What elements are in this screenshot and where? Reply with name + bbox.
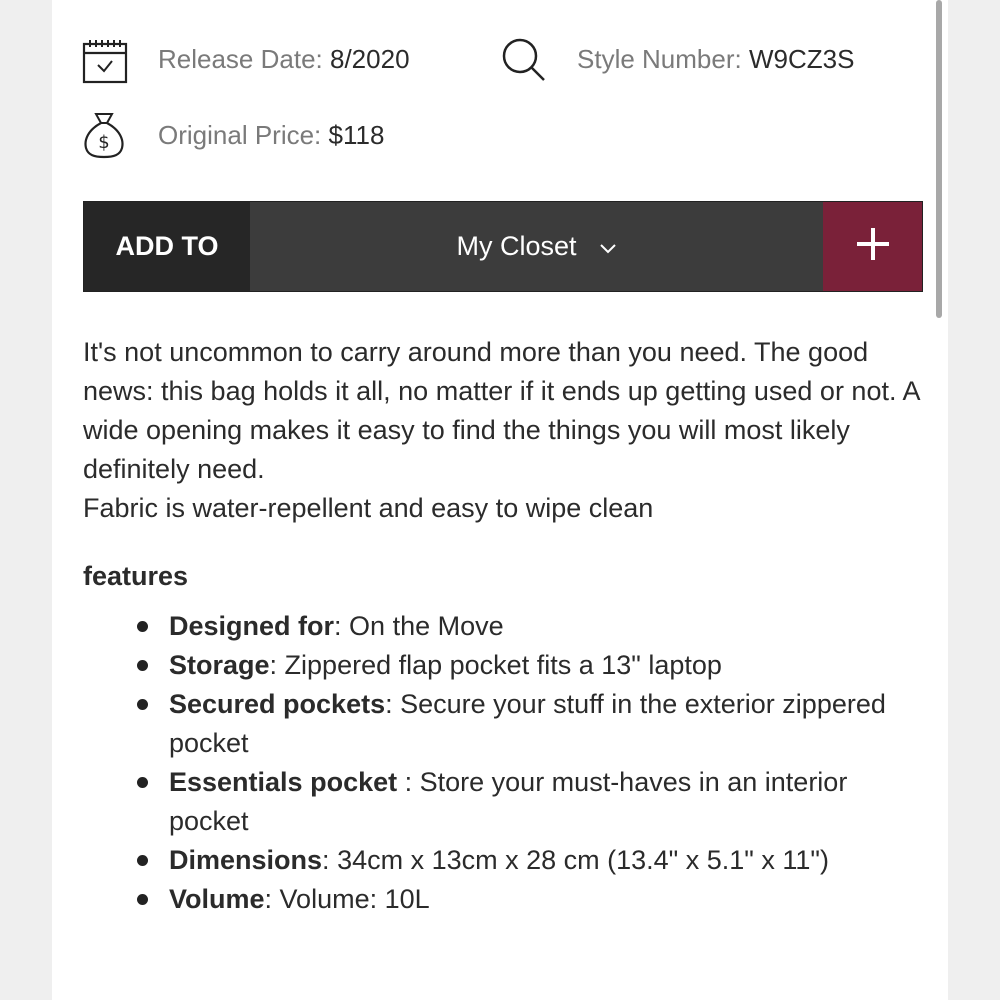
feature-text: 34cm x 13cm x 28 cm (13.4" x 5.1" x 11") bbox=[337, 845, 829, 875]
bullet-icon bbox=[137, 894, 148, 905]
feature-separator: : bbox=[404, 767, 420, 797]
feature-separator: : bbox=[264, 884, 280, 914]
feature-separator: : bbox=[269, 650, 285, 680]
add-to-closet-button[interactable] bbox=[823, 202, 922, 291]
release-date-value: 8/2020 bbox=[330, 44, 410, 74]
add-to-label: ADD TO bbox=[84, 202, 250, 291]
feature-text: Store your must-haves in an interior pocket bbox=[169, 767, 848, 836]
feature-label: Dimensions bbox=[169, 845, 323, 875]
features-heading: features bbox=[83, 561, 189, 591]
feature-separator: : bbox=[334, 611, 350, 641]
money-bag-icon bbox=[82, 110, 126, 165]
closet-select-value: My Closet bbox=[456, 231, 577, 261]
feature-label: Designed for bbox=[169, 611, 335, 641]
style-number-value: W9CZ3S bbox=[748, 44, 855, 74]
bullet-icon bbox=[137, 855, 148, 866]
feature-text: Zippered flap pocket fits a 13" laptop bbox=[284, 650, 722, 680]
release-date bbox=[158, 44, 410, 75]
chevron-down-icon bbox=[599, 231, 617, 262]
list-item bbox=[83, 880, 933, 919]
feature-label: Storage bbox=[169, 650, 270, 680]
bullet-icon bbox=[137, 777, 148, 788]
style-number bbox=[577, 44, 854, 75]
release-date-label: Release Date: bbox=[158, 44, 323, 74]
features-list bbox=[83, 607, 933, 919]
feature-separator: : bbox=[385, 689, 401, 719]
feature-label: Secured pockets bbox=[169, 689, 386, 719]
original-price-label: Original Price: bbox=[158, 120, 322, 150]
list-item bbox=[83, 607, 933, 646]
feature-separator: : bbox=[322, 845, 338, 875]
add-to-closet-bar bbox=[83, 201, 923, 292]
plus-icon bbox=[855, 226, 891, 267]
bullet-icon bbox=[137, 660, 148, 671]
original-price bbox=[158, 120, 384, 151]
style-number-label: Style Number: bbox=[577, 44, 742, 74]
bullet-icon bbox=[137, 699, 148, 710]
list-item bbox=[83, 646, 933, 685]
calendar-icon bbox=[82, 38, 128, 89]
list-item bbox=[83, 841, 933, 880]
feature-text: Volume: 10L bbox=[279, 884, 430, 914]
feature-text: Secure your stuff in the exterior zippered pocket bbox=[169, 689, 886, 758]
feature-label: Essentials pocket bbox=[169, 767, 405, 797]
bullet-icon bbox=[137, 621, 148, 632]
description-fabric: Fabric is water-repellent and easy to wipe clean bbox=[83, 493, 654, 523]
search-icon bbox=[500, 36, 548, 89]
feature-text: On the Move bbox=[349, 611, 504, 641]
list-item bbox=[83, 685, 933, 763]
closet-select[interactable] bbox=[250, 202, 823, 291]
product-description bbox=[83, 333, 933, 528]
original-price-value: $118 bbox=[328, 120, 385, 150]
feature-label: Volume bbox=[169, 884, 265, 914]
svg-text:$: $ bbox=[98, 132, 110, 153]
description-paragraph: It's not uncommon to carry around more than you need. The good news: this bag holds it all, no matter if it ends up getting used or not. A wide opening makes it easy to find the things you will most likely definitely need. bbox=[83, 337, 919, 484]
scrollbar[interactable] bbox=[936, 0, 942, 318]
list-item bbox=[83, 763, 933, 841]
